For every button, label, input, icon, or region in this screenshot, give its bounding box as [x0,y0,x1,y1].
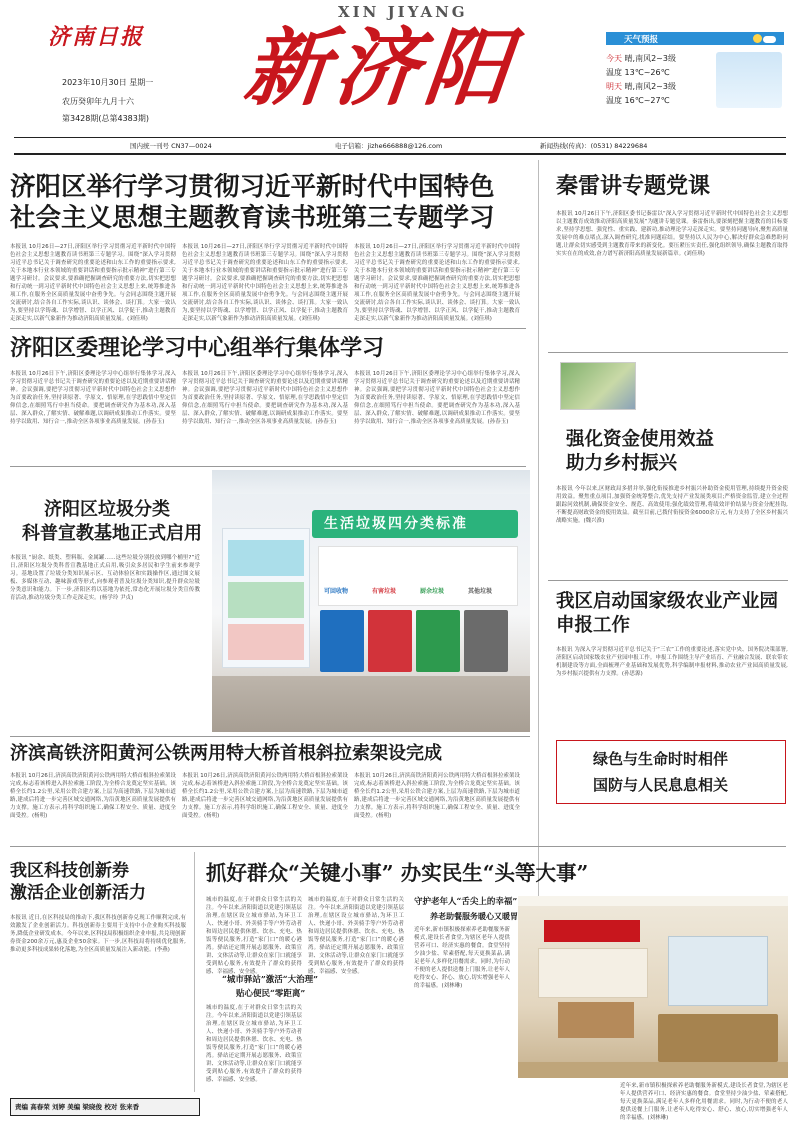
bridge-headline: 济滨高铁济阳黄河公铁两用特大桥首根斜拉索架设完成 [10,743,442,764]
today-condition: 晴,南风2~3级 [624,54,676,63]
issue-number: 第3428期(总第4383期) [62,114,149,123]
footer-text: 责编 高春荣 刘婷 美编 梁晓俊 校对 张来香 [15,1103,140,1111]
today-temp-label: 温度 [606,68,622,77]
hotline: 新闻热线(传真)：(0531) 84229684 [540,142,648,150]
masthead-pinyin: XIN JIYANG [338,3,468,21]
bin-label-4: 其他垃圾 [468,588,493,595]
qin-body: 本报讯 10月26日下午,济阳区委书记秦雷以“深入学习贯彻习近平新时代中国特色社会主义思想 以主题教育成效推动济阳高质量发展”为题讲专题党课。秦雷指出,要深刻把握主题教育的目标要求,坚持学思想、强党性、重实践、建新功,推动理论学习走深走实。要坚持问题导向,聚焦高质量发展中的难点堵点,深入调查研究,找准问题症结。要坚持以人民为中心,解决好群众急难愁盼问题,让群众切实感受到主题教育带来的新变化。要压紧压实责任,强化组织领导,确保主题教育取得实实在在的成效,奋力谱写新济阳高质量发展新篇章。(刘佳琪) [556,211,788,257]
feature-body-1: 城市的温度,在于对群众日常生活的关注。今年以来,济阳街道以党建引领基层治理,在辖区设立城市驿站,为环卫工人、快递小哥、外卖骑手等户外劳动者和周边居民提供休憩、饮水、充电、热饭等便民服务,打造“家门口”的暖心港湾。驿站还定期开展志愿服务、政策宣讲、文体活动等,让群众在家门口就能享受到贴心服务,有效提升了群众的获得感、幸福感、安全感。 [206,897,302,975]
bridge-body-3: 本报讯 10月26日,济滨高铁济阳黄河公铁两用特大桥首根斜拉索架设完成,标志着该桥进入斜拉索施工阶段,为全桥合龙奠定坚实基础。该桥全长约1.2公里,采用公铁合建方案,上层为高速铁路,下层为城市道路,建成后将进一步完善区域交通网络,为沿黄地区高质量发展提供有力支撑。施工方表示,将科学组织施工,确保工程安全、质量、进度全面受控。(杨明) [354,773,520,819]
tech-body: 本报讯 近日,在区科技局的推动下,我区科技创新券兑现工作顺利完成,有效激发了企业创新活力。科技创新券主要用于支持中小企业购买科技服务,降低企业研发成本。今年以来,区科技局积极组织企业申报,共兑现创新券资金200余万元,惠及企业50余家。下一步,区科技局将持续优化服务,推动更多科技成果转化落地,为全区高质量发展注入新动能。(李燕) [10,915,186,953]
today-temperature: 13℃~26℃ [624,68,670,77]
today-label: 今天 [606,54,622,63]
email: 电子信箱：jizhe666888@126.com [335,142,443,150]
tech-headline-2: 激活企业创新活力 [10,883,146,903]
cn-number: 国内统一刊号 CN37—0024 [130,142,212,150]
lead-body-1: 本报讯 10月26日—27日,济阳区举行学习贯彻习近平新时代中国特色社会主义思想主题教育读书班第三专题学习。围绕“深入学习贯彻习近平总书记关于调查研究的重要论述和山东工作的重要指示要求,关于本地本行业本领域的重要讲话和重要指示批示精神”进行第三专题学习研讨。会议要求,要准确把握调查研究的重要方法,切实把思想和行动统一到习近平新时代中国特色社会主义思想上来,统筹推进各项工作,在服务全区高质量发展中奋勇争先。与会同志围绕主题开展交流研讨,结合各自工作实际,谈认识、谈体会、谈打算。大家一致认为,要坚持以学铸魂、以学增智、以学正风、以学促干,推动主题教育走深走实,以新气象新作为推动济阳高质量发展。(刘佳琪) [10,244,176,322]
bin-hazardous [368,610,412,672]
bin-other [464,610,508,672]
tomorrow-condition: 晴,南风2~3级 [624,82,676,91]
bin-label-2: 有害垃圾 [372,588,397,595]
capital-photo [560,362,636,410]
garbage-headline-2: 科普宣教基地正式启用 [22,523,202,544]
tomorrow-temp-label: 温度 [606,96,622,105]
slogan-line-2: 国防与人民息息相关 [593,776,729,794]
capital-headline-1: 强化资金使用效益 [566,429,715,450]
date-line: 2023年10月30日 星期一 [62,78,154,87]
lunar-date: 农历癸卯年九月十六 [62,97,134,106]
garbage-body: 本报讯 “厨余、纸类、塑料瓶、金属罐……这些垃圾分别投放到哪个桶里?”近日,济阳区垃圾分类科普宣教基地正式启用,吸引众多居民和学生前来参观学习。基地设置了垃圾分类知识展示区、互动体验区和实践操作区,通过图文展板、多媒体互动、趣味游戏等形式,向参观者普及垃圾分类知识,提升群众垃圾分类意识和能力。下一步,济阳区将以基地为依托,常态化开展垃圾分类宣传教育活动,推动垃圾分类工作走深走实。(杨学玲 尹贞) [10,555,200,601]
feature-sub-1: “城市驿站”激活“大治理” [222,975,319,985]
tomorrow-temperature: 16℃~27℃ [624,96,670,105]
tomorrow-label: 明天 [606,82,622,91]
feature-side-sub: 养老助餐服务暖心又暖胃 [430,911,518,921]
theory-body-1: 本报讯 10月26日下午,济阳区委理论学习中心组举行集体学习,深入学习贯彻习近平总书记关于调查研究的重要论述以及近期重要讲话精神。会议强调,要把学习贯彻习近平新时代中国特色社会主义思想作为首要政治任务,坚持读原著、学原文、悟原理,在学思践悟中坚定信仰信念,在细照笃行中担当使命。要把调查研究作为基本功,深入基层、深入群众,了解实情、破解难题,以调研成果推动工作落实。要坚持学以致用、知行合一,推动全区各项事业高质量发展。(孙春玉) [10,371,176,425]
bin-kitchen [416,610,460,672]
garbage-photo [212,470,530,732]
masthead-title: 新济阳 [239,18,521,117]
feature-sub-2: 贴心便民“零距离” [236,989,306,999]
weather-scene-icon [716,52,782,108]
lead-headline-2: 社会主义思想主题教育读书班第三专题学习 [10,203,495,233]
lead-headline-1: 济阳区举行学习贯彻习近平新时代中国特色 [10,172,495,202]
weather-header [606,32,784,45]
weather-title: 天气预报 [624,35,659,45]
footer-credits [10,1098,200,1116]
feature-side-body-1: 近年来,新市镇积极探索养老助餐服务新模式,建设长者食堂,为辖区老年人提供营养可口、经济实惠的餐食。食堂坚持少油少盐、荤素搭配,每天更换菜品,满足老年人多样化用餐需求。同时,为行动不便的老人提供送餐上门服务,让老年人吃得安心、舒心、放心,切实增强老年人的幸福感。(刘林琳) [414,927,510,989]
slogan-box [556,740,786,804]
capital-body: 本报讯 今年以来,区财政局多措并举,强化衔接推进乡村振兴补助资金使用管理,持续提升资金使用效益。聚焦重点项目,加强资金统筹整合,优先支持产业发展类项目;严格资金监管,建立全过程跟踪问效机制,确保资金安全、规范、高效使用;强化绩效管理,将绩效评价结果与资金分配挂钩,不断提高财政资金的使用效益。截至目前,已拨付衔接资金6000余万元,有力支持了全区乡村振兴战略实施。(魏兴淮) [556,486,788,524]
slogan-line-1: 绿色与生命时时相伴 [593,750,729,768]
tech-headline-1: 我区科技创新券 [10,861,129,881]
qin-headline: 秦雷讲专题党课 [556,173,711,199]
sun-icon [753,34,762,43]
bin-recyclable [320,610,364,672]
feature-side-head: 守护老年人“舌尖上的幸福” [414,897,518,907]
bin-label-3: 厨余垃圾 [420,588,445,595]
lead-body-2: 本报讯 10月26日—27日,济阳区举行学习贯彻习近平新时代中国特色社会主义思想主题教育读书班第三专题学习。围绕“深入学习贯彻习近平总书记关于调查研究的重要论述和山东工作的重要指示要求,关于本地本行业本领域的重要讲话和重要指示批示精神”进行第三专题学习研讨。会议要求,要准确把握调查研究的重要方法,切实把思想和行动统一到习近平新时代中国特色社会主义思想上来,统筹推进各项工作,在服务全区高质量发展中奋勇争先。与会同志围绕主题开展交流研讨,结合各自工作实际,谈认识、谈体会、谈打算。大家一致认为,要坚持以学铸魂、以学增智、以学正风、以学促干,推动主题教育走深走实,以新气象新作为推动济阳高质量发展。(刘佳琪) [182,244,348,322]
bridge-body-2: 本报讯 10月26日,济滨高铁济阳黄河公铁两用特大桥首根斜拉索架设完成,标志着该桥进入斜拉索施工阶段,为全桥合龙奠定坚实基础。该桥全长约1.2公里,采用公铁合建方案,上层为高速铁路,下层为城市道路,建成后将进一步完善区域交通网络,为沿黄地区高质量发展提供有力支撑。施工方表示,将科学组织施工,确保工程安全、质量、进度全面受控。(杨明) [182,773,348,819]
weather-panel [606,32,784,110]
bin-label-1: 可回收物 [324,588,349,595]
agri-body: 本报讯 为深入学习贯彻习近平总书记关于“三农”工作的重要论述,落实党中央、国务院决策部署,济阳区启动国家级农业产业园申报工作。申报工作围绕主导产业培育、产业融合发展、联农带农机制建设等方面,全面梳理产业基础和发展优势,科学编制申报材料,推动农业产业园高质量发展,为乡村振兴提供有力支撑。(孙思源) [556,647,788,677]
lead-body-3: 本报讯 10月26日—27日,济阳区举行学习贯彻习近平新时代中国特色社会主义思想主题教育读书班第三专题学习。围绕“深入学习贯彻习近平总书记关于调查研究的重要论述和山东工作的重要指示要求,关于本地本行业本领域的重要讲话和重要指示批示精神”进行第三专题学习研讨。会议要求,要准确把握调查研究的重要方法,切实把思想和行动统一到习近平新时代中国特色社会主义思想上来,统筹推进各项工作,在服务全区高质量发展中奋勇争先。与会同志围绕主题开展交流研讨,结合各自工作实际,谈认识、谈体会、谈打算。大家一致认为,要坚持以学铸魂、以学增智、以学正风、以学促干,推动主题教育走深走实,以新气象新作为推动济阳高质量发展。(刘佳琪) [354,244,520,322]
canteen-photo [518,896,788,1078]
feature-body-2: 城市的温度,在于对群众日常生活的关注。今年以来,济阳街道以党建引领基层治理,在辖区设立城市驿站,为环卫工人、快递小哥、外卖骑手等户外劳动者和周边居民提供休憩、饮水、充电、热饭等便民服务,打造“家门口”的暖心港湾。驿站还定期开展志愿服务、政策宣讲、文体活动等,让群众在家门口就能享受到贴心服务,有效提升了群众的获得感、幸福感、安全感。 [206,1005,302,1083]
sign-title: 生活垃圾四分类标准 [324,516,468,532]
agri-headline-1: 我区启动国家级农业产业园 [556,591,779,612]
garbage-headline-1: 济阳区垃圾分类 [44,499,170,520]
feature-body-3: 城市的温度,在于对群众日常生活的关注。今年以来,济阳街道以党建引领基层治理,在辖区设立城市驿站,为环卫工人、快递小哥、外卖骑手等户外劳动者和周边居民提供休憩、饮水、充电、热饭等便民服务,打造“家门口”的暖心港湾。驿站还定期开展志愿服务、政策宣讲、文体活动等,让群众在家门口就能享受到贴心服务,有效提升了群众的获得感、幸福感、安全感。 [308,897,404,975]
cloud-icon [763,36,776,43]
sub-title: 济南日报 [48,24,145,50]
feature-headline: 抓好群众“关键小事” 办实民生“头等大事” [206,861,589,885]
theory-body-3: 本报讯 10月26日下午,济阳区委理论学习中心组举行集体学习,深入学习贯彻习近平总书记关于调查研究的重要论述以及近期重要讲话精神。会议强调,要把学习贯彻习近平新时代中国特色社会主义思想作为首要政治任务,坚持读原著、学原文、悟原理,在学思践悟中坚定信仰信念,在细照笃行中担当使命。要把调查研究作为基本功,深入基层、深入群众,了解实情、破解难题,以调研成果推动工作落实。要坚持学以致用、知行合一,推动全区各项事业高质量发展。(孙春玉) [354,371,520,425]
theory-body-2: 本报讯 10月26日下午,济阳区委理论学习中心组举行集体学习,深入学习贯彻习近平总书记关于调查研究的重要论述以及近期重要讲话精神。会议强调,要把学习贯彻习近平新时代中国特色社会主义思想作为首要政治任务,坚持读原著、学原文、悟原理,在学思践悟中坚定信仰信念,在细照笃行中担当使命。要把调查研究作为基本功,深入基层、深入群众,了解实情、破解难题,以调研成果推动工作落实。要坚持学以致用、知行合一,推动全区各项事业高质量发展。(孙春玉) [182,371,348,425]
feature-side-body-2: 近年来,新市镇积极探索养老助餐服务新模式,建设长者食堂,为辖区老年人提供营养可口、经济实惠的餐食。食堂坚持少油少盐、荤素搭配,每天更换菜品,满足老年人多样化用餐需求。同时,为行动不便的老人提供送餐上门服务,让老年人吃得安心、舒心、放心,切实增强老年人的幸福感。(刘林琳) [620,1083,788,1121]
capital-headline-2: 助力乡村振兴 [566,453,678,474]
bridge-body-1: 本报讯 10月26日,济滨高铁济阳黄河公铁两用特大桥首根斜拉索架设完成,标志着该桥进入斜拉索施工阶段,为全桥合龙奠定坚实基础。该桥全长约1.2公里,采用公铁合建方案,上层为高速铁路,下层为城市道路,建成后将进一步完善区域交通网络,为沿黄地区高质量发展提供有力支撑。施工方表示,将科学组织施工,确保工程安全、质量、进度全面受控。(杨明) [10,773,176,819]
agri-headline-2: 申报工作 [556,615,631,636]
theory-headline: 济阳区委理论学习中心组举行集体学习 [10,335,385,361]
